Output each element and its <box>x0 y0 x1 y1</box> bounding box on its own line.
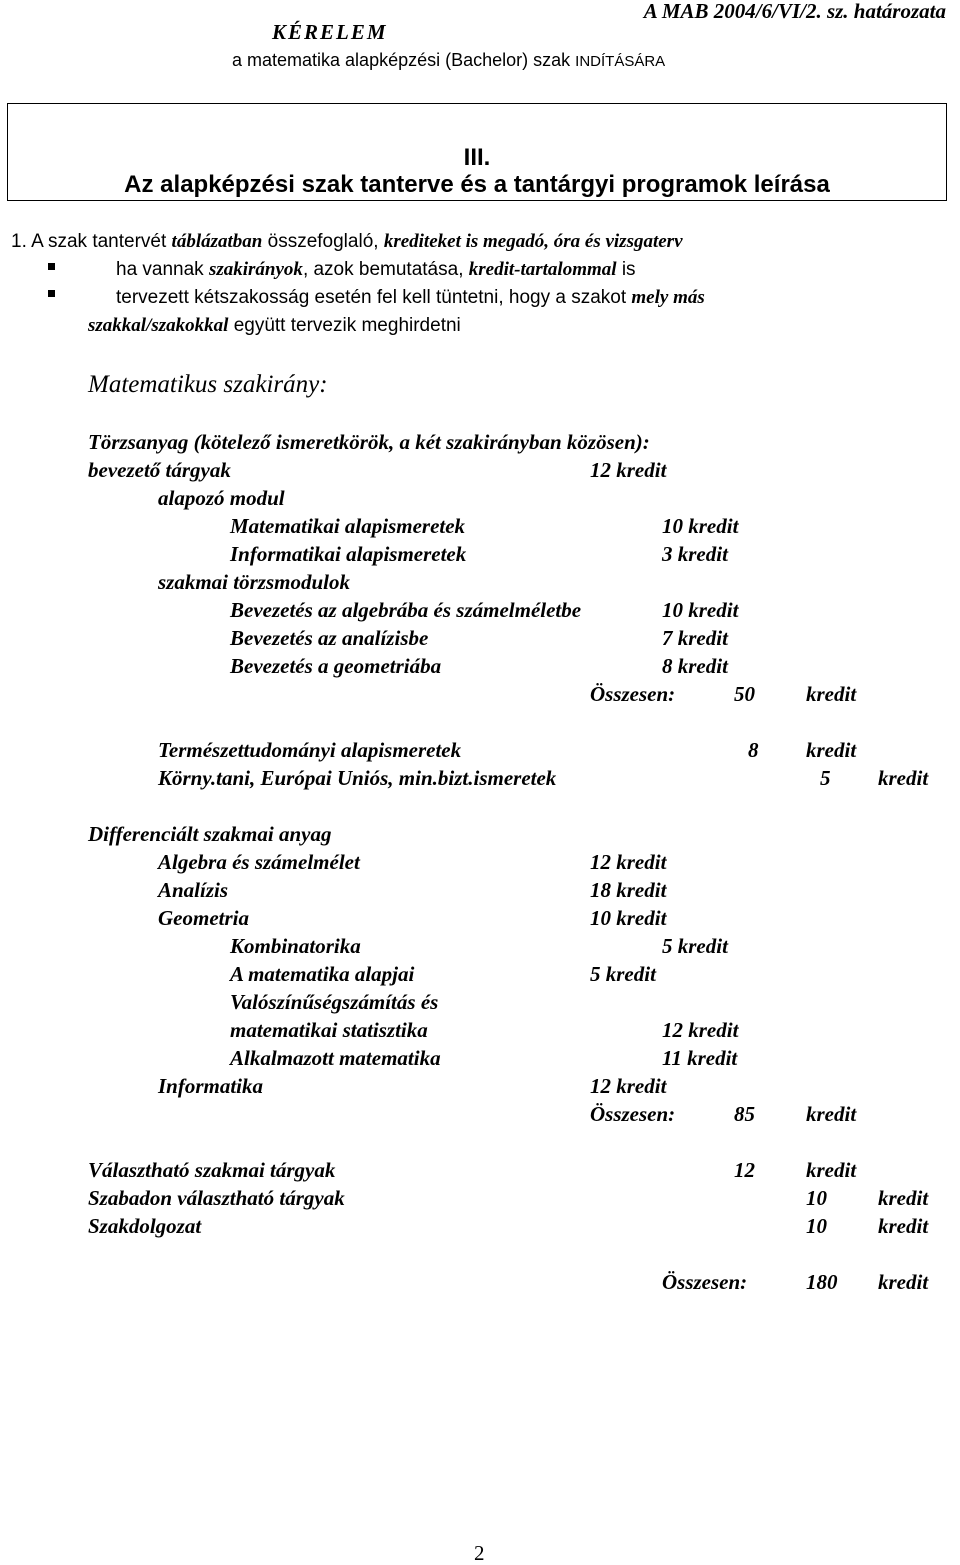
row-label: Bevezetés az analízisbe <box>230 626 429 650</box>
row-label: Bevezetés az algebrába és számelméletbe <box>230 598 582 622</box>
document-reference: A MAB 2004/6/VI/2. sz. határozata <box>643 0 946 23</box>
document-subtitle <box>232 51 665 69</box>
section-title-box <box>7 103 947 201</box>
row-label: A matematika alapjai <box>230 962 415 986</box>
intro-text: is <box>616 259 636 280</box>
row-credit: 10 kredit <box>662 598 739 622</box>
intro-emphasis: mely más <box>631 287 705 308</box>
grand-total-unit: kredit <box>878 1270 929 1294</box>
row-label: alapozó modul <box>158 486 285 510</box>
row-label: Valószínűségszámítás és <box>230 990 439 1014</box>
subtotal-unit: kredit <box>806 1102 857 1126</box>
grand-total-label: Összesen: <box>662 1270 748 1294</box>
intro-text: ha vannak <box>116 259 209 280</box>
subtotal-label: Összesen: <box>590 682 676 706</box>
intro-text: együtt tervezik meghirdetni <box>228 315 461 336</box>
row-label: Választható szakmai tárgyak <box>88 1158 336 1182</box>
row-label: Bevezetés a geometriába <box>230 654 442 678</box>
row-credit: 10 kredit <box>590 906 667 930</box>
row-credit-value: 12 <box>734 1158 755 1182</box>
row-credit-unit: kredit <box>878 766 929 790</box>
row-label: szakmai törzsmodulok <box>158 570 350 594</box>
section-roman: III. <box>463 144 491 171</box>
intro-text: , azok bemutatása, <box>302 259 469 280</box>
row-credit: 10 kredit <box>662 514 739 538</box>
row-credit: 5 kredit <box>590 962 656 986</box>
row-credit-value: 10 <box>806 1214 827 1238</box>
row-credit: 3 kredit <box>662 542 728 566</box>
row-credit: 12 kredit <box>590 850 667 874</box>
row-credit-value: 5 <box>820 766 831 790</box>
row-label: Geometria <box>158 906 249 930</box>
row-credit: 7 kredit <box>662 626 728 650</box>
row-label: Analízis <box>158 878 229 902</box>
row-credit: 12 kredit <box>662 1018 739 1042</box>
intro-emphasis: szakirányok <box>208 259 303 280</box>
row-credit-unit: kredit <box>878 1186 929 1210</box>
row-credit-unit: kredit <box>806 738 857 762</box>
grand-total-value: 180 <box>806 1270 838 1294</box>
row-credit: 11 kredit <box>662 1046 738 1070</box>
intro-emphasis: táblázatban <box>171 231 263 252</box>
subtitle-main: a matematika alapképzési (Bachelor) szak <box>232 50 571 70</box>
subtotal-value: 50 <box>734 682 755 706</box>
bullet-icon <box>48 263 55 270</box>
intro-emphasis: szakkal/szakokkal <box>88 315 229 336</box>
intro-text: összefoglaló, <box>262 231 384 252</box>
row-label: Szakdolgozat <box>88 1214 202 1238</box>
intro-emphasis: krediteket is megadó, óra és vizsgaterv <box>383 231 683 252</box>
row-label: bevezető tárgyak <box>88 458 231 482</box>
row-label: Szabadon választható tárgyak <box>88 1186 345 1210</box>
row-label: Matematikai alapismeretek <box>230 514 466 538</box>
row-label: Informatikai alapismeretek <box>230 542 467 566</box>
row-credit: 18 kredit <box>590 878 667 902</box>
intro-line-4 <box>88 316 461 335</box>
row-label: matematikai statisztika <box>230 1018 428 1042</box>
intro-line-3 <box>116 288 705 307</box>
row-label: Kombinatorika <box>230 934 361 958</box>
core-heading: Törzsanyag (kötelező ismeretkörök, a két szakirányban közösen): <box>88 430 650 454</box>
intro-text: 1. A szak tantervét <box>11 231 172 252</box>
row-label: Természettudományi alapismeretek <box>158 738 462 762</box>
subtotal-label: Összesen: <box>590 1102 676 1126</box>
track-heading: Matematikus szakirány: <box>88 371 328 398</box>
intro-line-1 <box>11 232 683 251</box>
document-title: KÉRELEM <box>272 20 388 44</box>
section-title: Az alapképzési szak tanterve és a tantárgyi programok leírása <box>124 171 830 198</box>
row-credit-value: 10 <box>806 1186 827 1210</box>
row-credit: 12 kredit <box>590 1074 667 1098</box>
section-label: Differenciált szakmai anyag <box>88 822 332 846</box>
row-credit-unit: kredit <box>878 1214 929 1238</box>
subtotal-unit: kredit <box>806 682 857 706</box>
row-credit: 5 kredit <box>662 934 728 958</box>
row-credit: 12 kredit <box>590 458 667 482</box>
intro-emphasis: kredit-tartalommal <box>468 259 617 280</box>
bullet-icon <box>48 290 55 297</box>
subtitle-caps: INDÍTÁSÁRA <box>575 53 666 70</box>
row-credit-unit: kredit <box>806 1158 857 1182</box>
subtotal-value: 85 <box>734 1102 755 1126</box>
row-label: Alkalmazott matematika <box>230 1046 441 1070</box>
intro-text: tervezett kétszakosság esetén fel kell tüntetni, hogy a szakot <box>116 287 632 308</box>
intro-line-2 <box>116 260 636 279</box>
row-label: Algebra és számelmélet <box>158 850 360 874</box>
row-credit: 8 kredit <box>662 654 728 678</box>
row-label: Körny.tani, Európai Uniós, min.bizt.ismeretek <box>158 766 557 790</box>
page-number: 2 <box>474 1541 485 1565</box>
row-credit-value: 8 <box>748 738 759 762</box>
row-label: Informatika <box>158 1074 264 1098</box>
